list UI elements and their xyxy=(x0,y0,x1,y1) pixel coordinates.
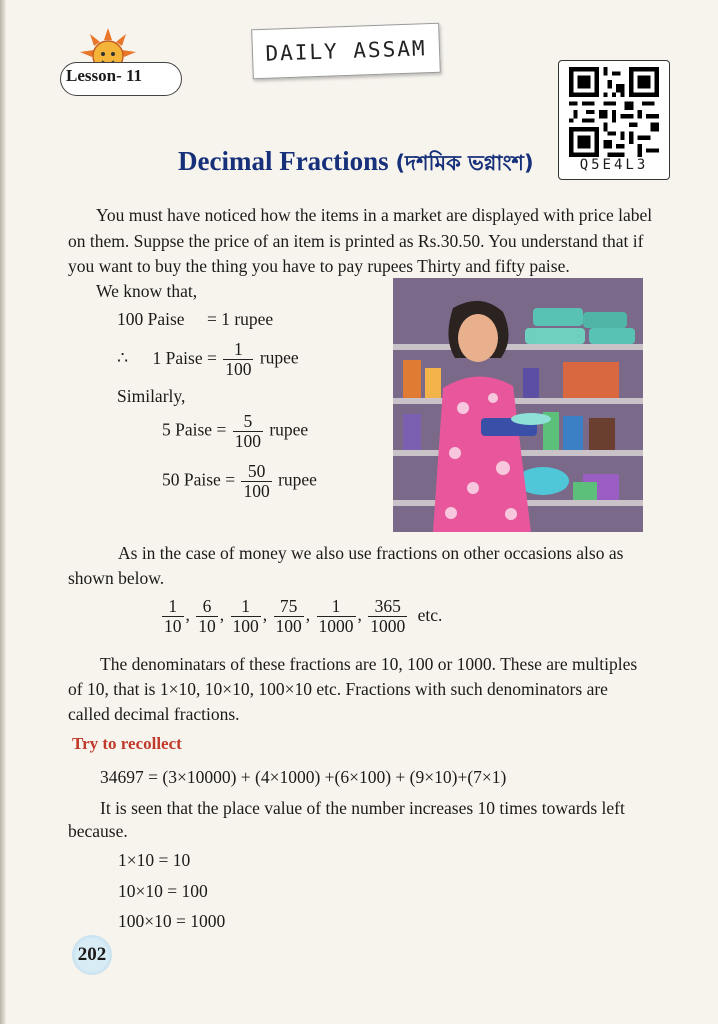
fraction-item xyxy=(231,597,261,636)
eq2-fraction xyxy=(223,340,253,379)
money-line-1: As in the case of money we also use fractions on other occasions also as xyxy=(118,543,624,563)
equation-100-paise xyxy=(117,309,273,330)
page-number: 202 xyxy=(72,935,112,975)
fraction-item xyxy=(162,597,184,636)
fraction-list xyxy=(160,597,442,636)
fraction-separator: , xyxy=(305,604,311,625)
fraction-separator: , xyxy=(185,604,190,625)
fraction-numerator: 1 xyxy=(162,597,184,617)
fraction-item xyxy=(368,597,407,636)
fraction-denominator: 10 xyxy=(164,616,182,636)
product-line: 100×10 = 1000 xyxy=(118,911,226,931)
fraction-item xyxy=(196,597,218,636)
place-value-line-2: because. xyxy=(68,821,128,841)
eq1-lhs: 100 Paise xyxy=(117,309,185,329)
eq2-denominator: 100 xyxy=(225,359,252,379)
eq1-rhs: = 1 rupee xyxy=(206,309,274,329)
fraction-denominator: 1000 xyxy=(318,616,354,636)
fraction-separator: , xyxy=(262,604,268,625)
money-line-2: shown below. xyxy=(68,568,165,588)
shop-girl-illustration xyxy=(393,278,643,532)
daily-assam-stamp xyxy=(251,23,441,80)
fraction-numerator: 1 xyxy=(231,597,261,617)
fraction-numerator: 75 xyxy=(274,597,304,617)
fraction-list-suffix: etc. xyxy=(417,604,443,625)
fraction-separator: , xyxy=(357,604,362,625)
stamp-text: DAILY ASSAM xyxy=(265,36,427,66)
equation-1-paise xyxy=(117,340,299,379)
eq2-lhs: 1 Paise = xyxy=(152,347,217,368)
denominator-line-3: called decimal fractions. xyxy=(68,704,240,724)
equation-50-paise xyxy=(162,462,317,501)
fraction-item xyxy=(317,597,356,636)
place-value-line-1: It is seen that the place value of the number increases 10 times towards left xyxy=(100,798,625,818)
fraction-denominator: 1000 xyxy=(370,616,406,636)
intro-line-1: You must have noticed how the items in a market are displayed with price label xyxy=(96,205,653,225)
fraction-numerator: 6 xyxy=(196,597,218,617)
eq4-denominator: 100 xyxy=(243,481,270,501)
intro-line-3: you want to buy the thing you have to pay rupees Thirty and fifty paise. xyxy=(68,256,570,276)
product-line: 10×10 = 100 xyxy=(118,881,208,901)
fraction-denominator: 100 xyxy=(232,616,259,636)
product-line: 1×10 = 10 xyxy=(118,850,191,870)
eq4-numerator: 50 xyxy=(241,462,271,482)
denominator-line-1: The denominatars of these fractions are 10, 100 or 1000. These are multiples xyxy=(100,654,638,674)
lesson-label: Lesson- 11 xyxy=(66,66,143,85)
eq3-unit: rupee xyxy=(269,419,309,440)
eq3-numerator: 5 xyxy=(233,412,263,432)
eq2-unit: rupee xyxy=(259,347,299,368)
fraction-denominator: 10 xyxy=(198,616,216,636)
eq4-fraction xyxy=(241,462,271,501)
try-recollect-heading: Try to recollect xyxy=(72,734,182,753)
we-know-line: We know that, xyxy=(96,281,198,301)
denominator-line-2: of 10, that is 1×10, 10×10, 100×10 etc. Fractions with such denominators are xyxy=(68,679,608,699)
page-edge xyxy=(0,0,6,1024)
place-value-expansion: 34697 = (3×10000) + (4×1000) +(6×100) + (9×10)+(7×1) xyxy=(100,767,507,787)
qr-code-label: Q5E4L3 xyxy=(579,157,649,173)
lesson-badge xyxy=(60,28,185,108)
equation-5-paise xyxy=(162,412,308,451)
page-title xyxy=(178,146,534,182)
eq4-unit: rupee xyxy=(278,469,317,490)
eq2-numerator: 1 xyxy=(223,340,253,360)
eq4-lhs: 50 Paise = xyxy=(162,469,236,490)
title-sub: (দশমিক ভগ্নাংশ) xyxy=(395,151,534,175)
fraction-numerator: 365 xyxy=(368,597,407,617)
qr-code-icon xyxy=(569,67,659,157)
fraction-numerator: 1 xyxy=(317,597,356,617)
qr-code-box[interactable] xyxy=(558,60,670,180)
fraction-item xyxy=(274,597,304,636)
eq3-fraction xyxy=(233,412,263,451)
eq3-denominator: 100 xyxy=(234,431,261,451)
fraction-denominator: 100 xyxy=(275,616,302,636)
similarly-line: Similarly, xyxy=(117,386,186,406)
eq3-lhs: 5 Paise = xyxy=(162,419,227,440)
therefore-symbol: ∴ xyxy=(117,347,129,368)
intro-line-2: on them. Suppse the price of an item is printed as Rs.30.50. You understand that if xyxy=(68,231,644,251)
fraction-separator: , xyxy=(219,604,225,625)
title-main: Decimal Fractions xyxy=(178,146,389,176)
